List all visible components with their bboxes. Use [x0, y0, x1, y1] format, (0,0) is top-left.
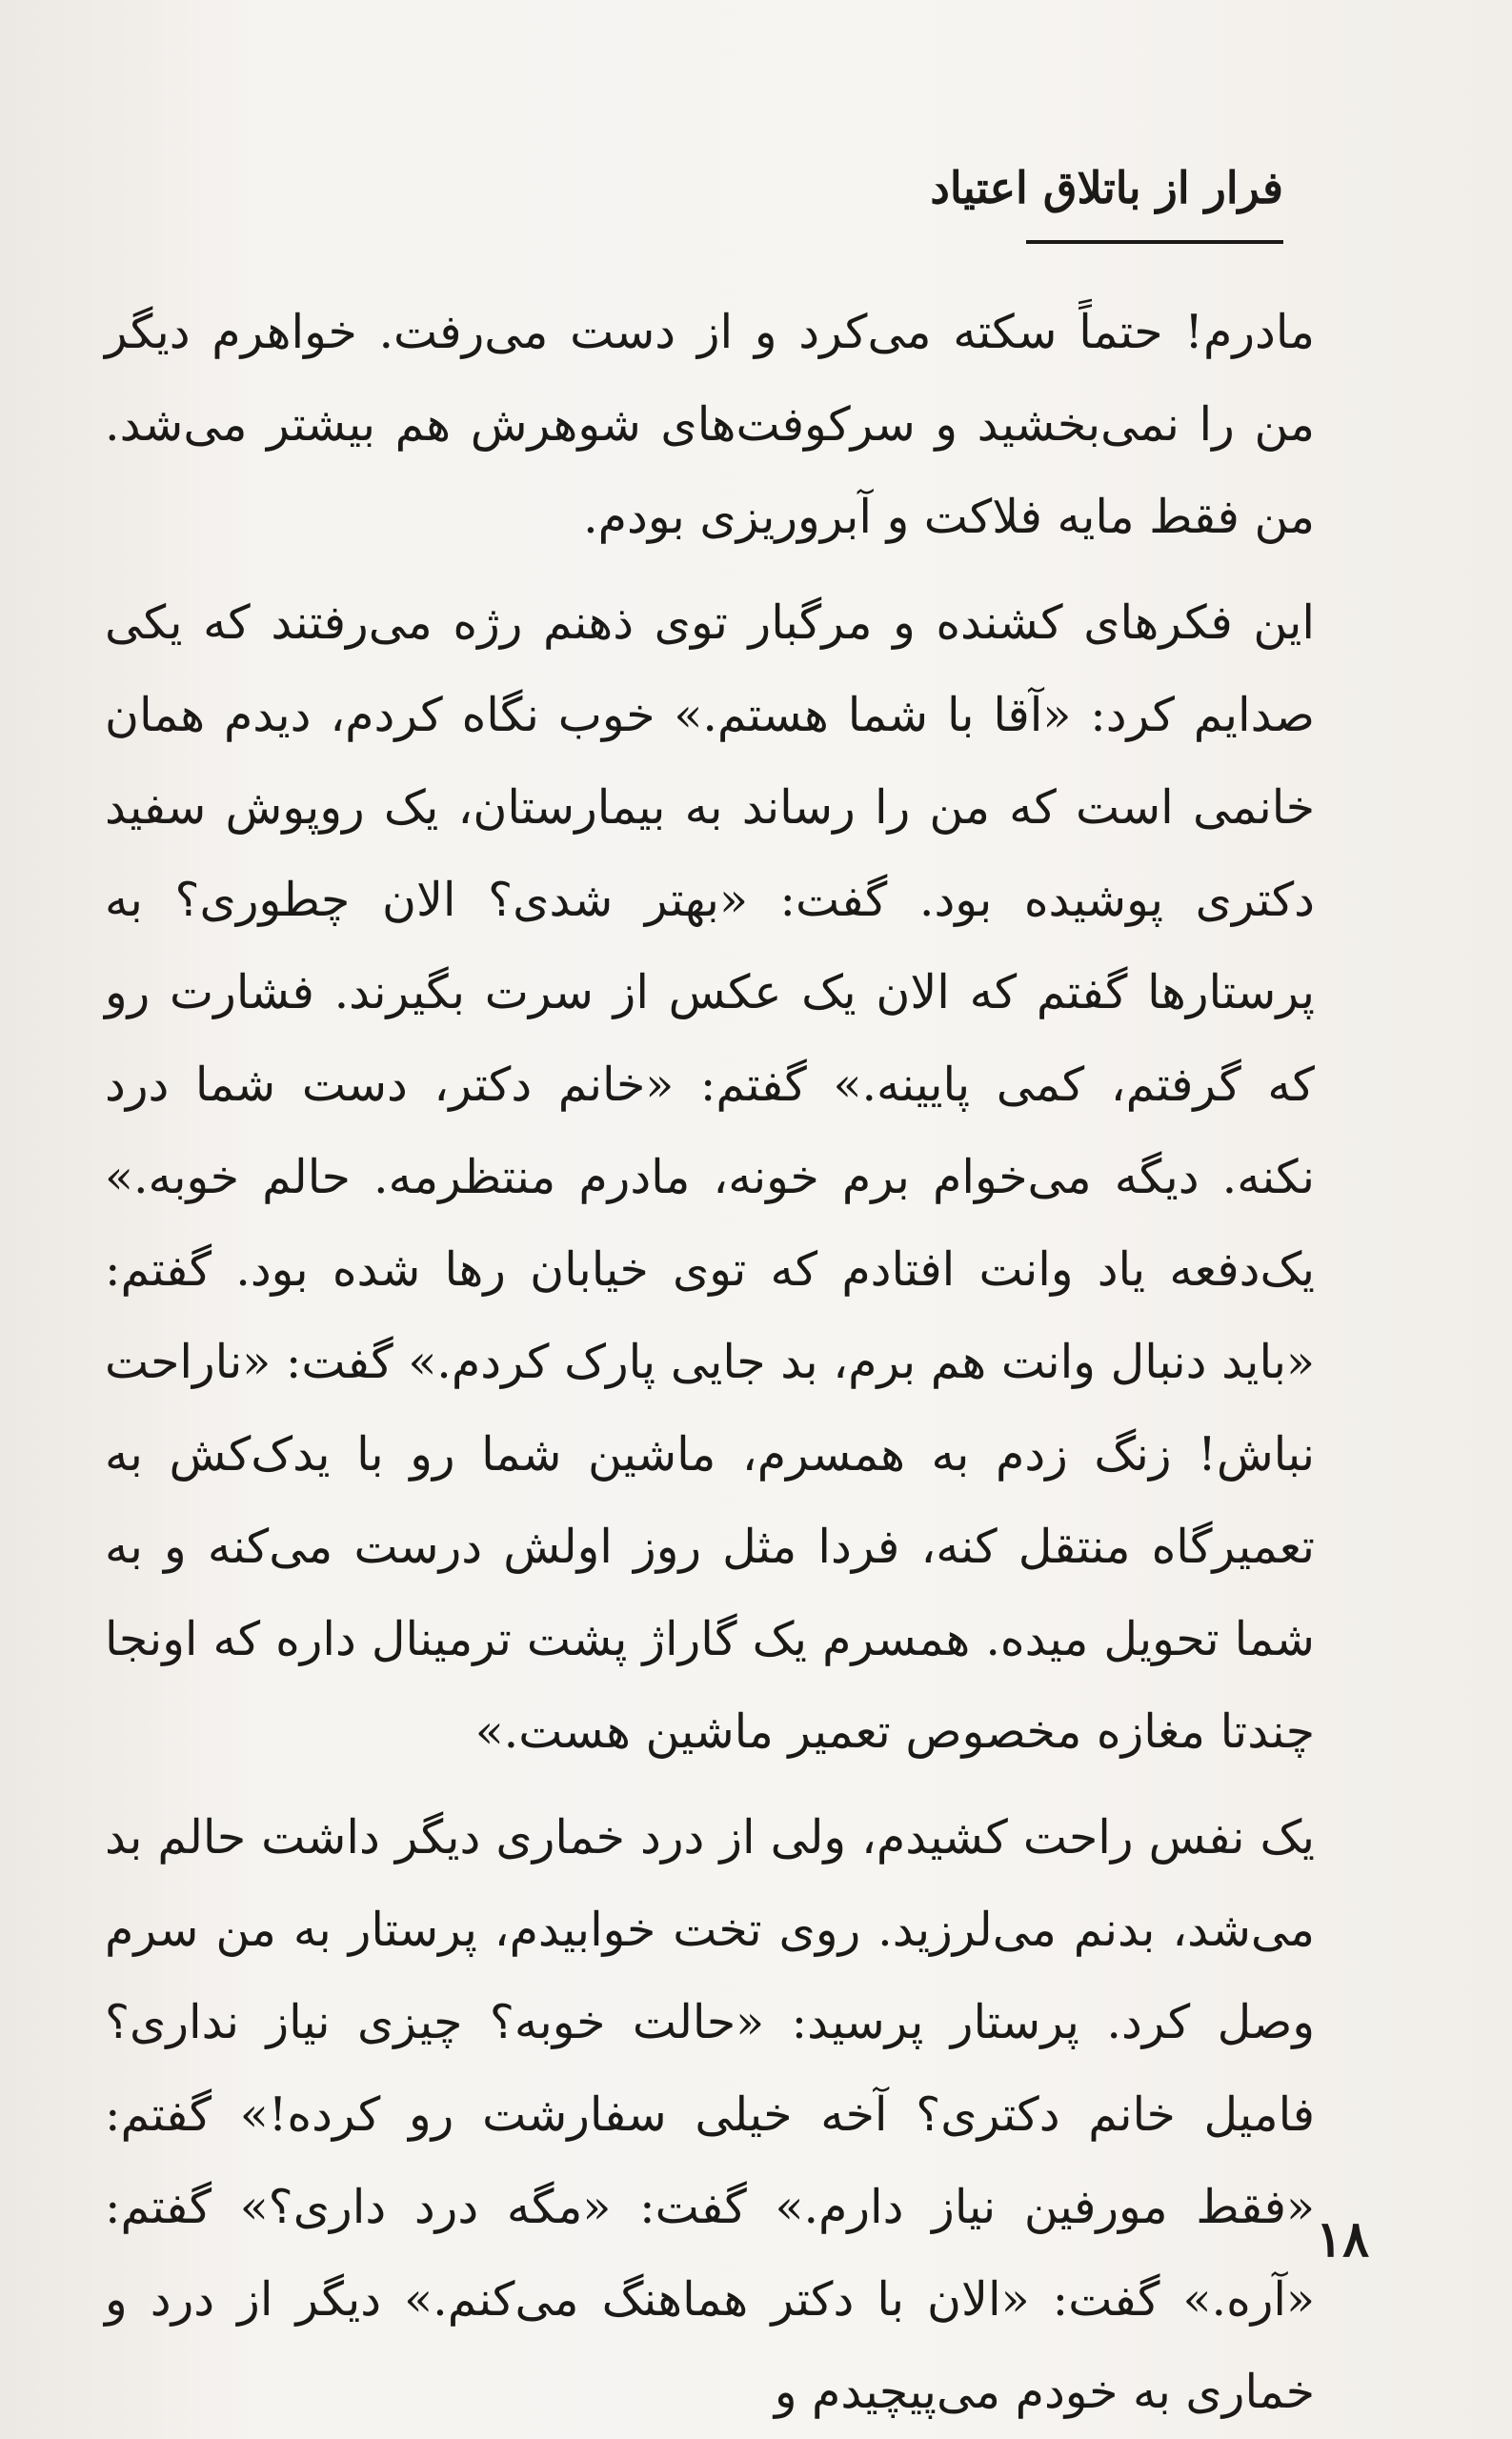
body-text [105, 286, 1315, 2439]
paragraph: یک نفس راحت کشیدم، ولی از درد خماری دیگر داشت حالم بد می‌شد، بدنم می‌لرزید. روی تخت خوابیدم، پرستار به من سرم وصل کرد. پرستار پرسید: «حالت خوبه؟ چیزی نیاز نداری؟ فامیل خانم دکتری؟ آخه خیلی سفارشت رو کرده!» گفتم: «فقط مورفین نیاز دارم.» گفت: «مگه درد داری؟» گفتم: «آره.» گفت: «الان با دکتر هماهنگ می‌کنم.» دیگر از درد و خماری به خودم می‌پیچیدم و [105, 1810, 1315, 2419]
page-number: ۱۸ [1316, 2210, 1369, 2268]
paragraph: مادرم! حتماً سکته می‌کرد و از دست می‌رفت. خواهرم دیگر من را نمی‌بخشید و سرکوفت‌های شوهرش هم بیشتر می‌شد. من فقط مایه فلاکت و آبروریزی بودم. [105, 305, 1315, 544]
running-header: فرار از باتلاق اعتیاد [930, 162, 1283, 213]
header-rule [1026, 240, 1283, 244]
paragraph: این فکرهای کشنده و مرگبار توی ذهنم رژه می‌رفتند که یکی صدایم کرد: «آقا با شما هستم.» خوب نگاه کردم، دیدم همان خانمی است که من را رساند به بیمارستان، یک روپوش سفید دکتری پوشیده بود. گفت: «بهتر شدی؟ الان چطوری؟ به پرستارها گفتم که الان یک عکس از سرت بگیرند. فشارت رو که گرفتم، کمی پایینه.» گفتم: «خانم دکتر، دست شما درد نکنه. دیگه می‌خوام برم خونه، مادرم منتظرمه. حالم خوبه.» یک‌دفعه یاد وانت افتادم که توی خیابان رها شده بود. گفتم: «باید دنبال وانت هم برم، بد جایی پارک کردم.» گفت: «ناراحت نباش! زنگ زدم به همسرم، ماشین شما رو با یدک‌کش به تعمیرگاه منتقل کنه، فردا مثل روز اولش درست می‌کنه و به شما تحویل میده. همسرم یک گاراژ پشت ترمینال داره که اونجا چندتا مغازه مخصوص تعمیر ماشین هست.» [105, 595, 1315, 1759]
